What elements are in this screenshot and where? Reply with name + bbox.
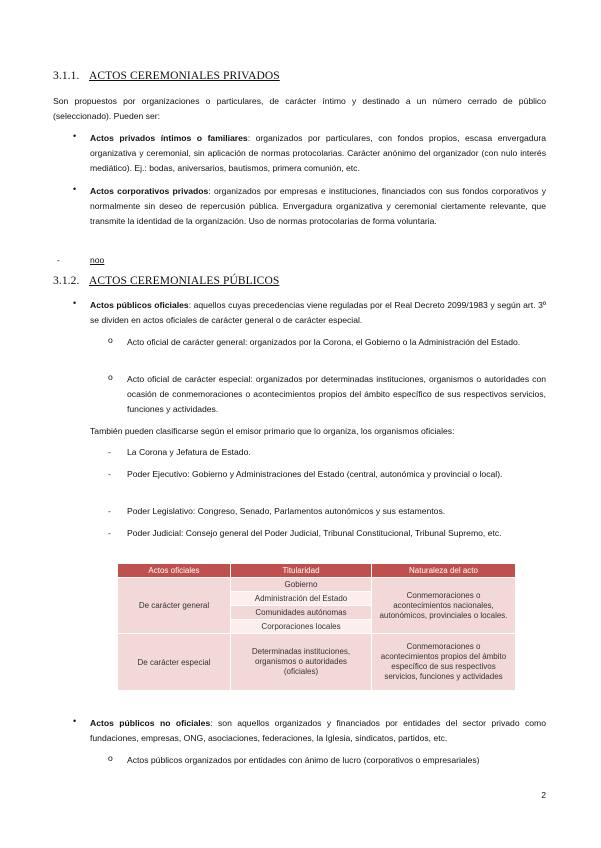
table-cell: De carácter general [118, 578, 231, 634]
bullet-private-intimate [90, 131, 546, 176]
dash-marker: - [57, 255, 60, 265]
bullet-text: : organizados por empresas e instituciones, financiados con sus fondos corporativos y normalmente sin deseo de repercusión pública. Envergadura organizativa y ceremonial ciertamente relevante, que transmite la identidad de la organización. Uso de normas protocolarias de forma voluntaria. [90, 186, 546, 226]
noo-text: noo [90, 255, 105, 265]
table-header: Naturaleza del acto [372, 564, 516, 578]
dash-marker: - [108, 528, 111, 538]
bullet-public-unofficial [90, 716, 546, 746]
table-header-row [118, 564, 516, 578]
circle-marker: o [108, 753, 113, 763]
bullet-icon: • [73, 184, 77, 194]
table-header: Titularidad [231, 564, 372, 578]
table-cell: Conmemoraciones o acontecimientos propios del ámbito específico de sus respectivos servicios, funciones y actividades [372, 634, 516, 691]
sub-lucro: Actos públicos organizados por entidades con ánimo de lucro (corporativos o empresariales) [127, 755, 480, 765]
section-number: 3.1.1. [53, 70, 80, 82]
table-cell: De carácter especial [118, 634, 231, 691]
bullet-icon: • [73, 716, 77, 726]
page-number: 2 [541, 790, 546, 800]
bullet-term: Actos corporativos privados [90, 186, 209, 196]
bullet-term: Actos privados íntimos o familiares [90, 133, 248, 143]
bullet-private-corporate [90, 184, 546, 229]
bullet-text: : organizados por particulares, con fondos propios, escasa envergadura organizativa y ceremonial, sin aplicación de normas protocolarias. Carácter anónimo del organizador (con nulo interés mediático). Ej.: bodas, aniversarios, bautismos, primera comunión, etc. [90, 133, 546, 173]
section-title: ACTOS CEREMONIALES PRIVADOS [89, 70, 280, 82]
table-cell: Conmemoraciones o acontecimientos nacionales, autonómicos, provinciales o locales. [372, 578, 516, 634]
bullet-text: : aquellos cuyas precedencias viene reguladas por el Real Decreto 2099/1983 y según art. 3º se dividen en actos oficiales de carácter general o de carácter especial. [90, 300, 547, 325]
circle-marker: o [108, 335, 113, 345]
dash-item-ejecutivo: Poder Ejecutivo: Gobierno y Administraciones del Estado (central, autonómica y provincial o local). [127, 469, 503, 479]
sub-especial: Acto oficial de carácter especial: organizados por determinadas instituciones, organismos o autoridades con ocasión de conmemoraciones o acontecimientos propios del ámbito específico de sus respectivos servicios, funciones y actividades. [127, 374, 546, 414]
table-row [118, 634, 516, 691]
section-number: 3.1.2. [53, 275, 80, 287]
bullet-icon: • [73, 298, 77, 308]
official-acts-table [117, 563, 516, 691]
dash-item-judicial: Poder Judicial: Consejo general del Poder Judicial, Tribunal Constitucional, Tribunal Supremo, etc. [127, 528, 502, 538]
table-cell: Administración del Estado [231, 592, 372, 606]
dash-marker: - [108, 469, 111, 479]
bullet-text: : son aquellos organizados y financiados por entidades del sector privado como fundaciones, empresas, ONG, asociaciones, federaciones, la Iglesia, sindicatos, partidos, etc. [90, 718, 546, 743]
section-heading-3-1-1 [53, 70, 280, 82]
table-cell: Comunidades autónomas [231, 606, 372, 620]
section-heading-3-1-2 [53, 275, 279, 287]
table-cell: Gobierno [231, 578, 372, 592]
table-cell: Determinadas instituciones, organismos o autoridades (oficiales) [231, 634, 372, 691]
dash-marker: - [108, 506, 111, 516]
bullet-icon: • [73, 131, 77, 141]
bullet-public-official [90, 298, 546, 328]
intro-paragraph: Son propuestos por organizaciones o particulares, de carácter íntimo y destinado a un número cerrado de público (seleccionado). Pueden ser: [53, 96, 546, 121]
table-header: Actos oficiales [118, 564, 231, 578]
section-title: ACTOS CEREMONIALES PÚBLICOS [89, 275, 280, 287]
table-row [118, 578, 516, 592]
circle-marker: o [108, 372, 113, 382]
sub-general: Acto oficial de carácter general: organizados por la Corona, el Gobierno o la Administración del Estado. [127, 337, 521, 347]
dash-item-corona: La Corona y Jefatura de Estado. [127, 447, 251, 457]
dash-marker: - [108, 447, 111, 457]
table-cell: Corporaciones locales [231, 620, 372, 634]
bullet-term: Actos públicos oficiales [90, 300, 189, 310]
bullet-term: Actos públicos no oficiales [90, 718, 211, 728]
also-paragraph: También pueden clasificarse según el emisor primario que lo organiza, los organismos oficiales: [90, 426, 455, 436]
dash-item-legislativo: Poder Legislativo: Congreso, Senado, Parlamentos autonómicos y sus estamentos. [127, 506, 446, 516]
